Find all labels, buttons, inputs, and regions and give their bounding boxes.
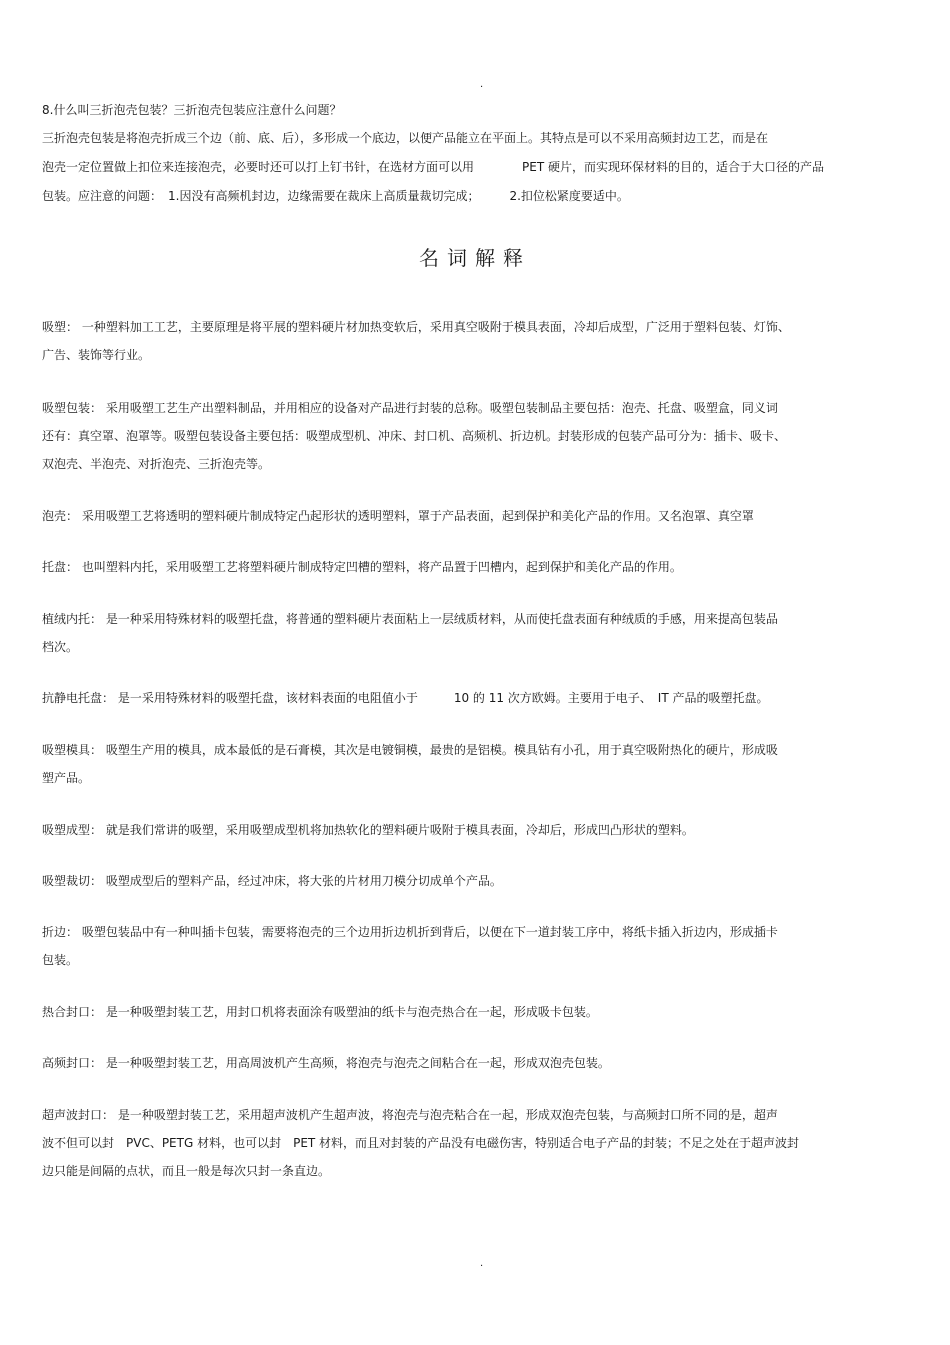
term-line: 热合封口： 是一种吸塑封装工艺，用封口机将表面涂有吸塑油的纸卡与泡壳热合在一起，形成吸卡包装。 [42,1005,598,1019]
answer-line: 包装。应注意的问题： 1.因没有高频机封边，边缘需要在裁床上高质量裁切完成； 2.扣位松紧度要适中。 [42,189,629,203]
answer-line: 泡壳一定位置做上扣位来连接泡壳，必要时还可以打上钉书针，在选材方面可以用 PET 硬片，而实现环保材料的目的，适合于大口径的产品 [42,160,824,174]
term-line: 还有：真空罩、泡罩等。吸塑包装设备主要包括：吸塑成型机、冲床、封口机、高频机、折边机。封装形成的包装产品可分为：插卡、吸卡、 [42,429,787,443]
term-line: 广告、装饰等行业。 [42,348,151,362]
answer-line: 三折泡壳包装是将泡壳折成三个边（前、底、后），多形成一个底边，以便产品能立在平面上。其特点是可以不采用高频封边工艺，而是在 [42,131,769,145]
term-line: 超声波封口： 是一种吸塑封装工艺，采用超声波机产生超声波，将泡壳与泡壳粘合在一起，形成双泡壳包装，与高频封口所不同的是，超声 [42,1108,778,1122]
term-line: 植绒内托： 是一种采用特殊材料的吸塑托盘，将普通的塑料硬片表面粘上一层绒质材料，从而使托盘表面有种绒质的手感，用来提高包装品 [42,612,778,626]
term-line: 吸塑成型： 就是我们常讲的吸塑，采用吸塑成型机将加热软化的塑料硬片吸附于模具表面，冷却后，形成凹凸形状的塑料。 [42,823,694,837]
term-line: 吸塑模具： 吸塑生产用的模具，成本最低的是石膏模，其次是电镀铜模，最贵的是铝模。模具钻有小孔，用于真空吸附热化的硬片，形成吸 [42,743,778,757]
term-line: 泡壳： 采用吸塑工艺将透明的塑料硬片制成特定凸起形状的透明塑料，罩于产品表面，起到保护和美化产品的作用。又名泡罩、真空罩 [42,509,754,523]
glossary-title: 名词解释 [419,246,531,270]
term-line: 折边： 吸塑包装品中有一种叫插卡包装，需要将泡壳的三个边用折边机折到背后，以便在下一道封装工序中，将纸卡插入折边内，形成插卡 [42,925,778,939]
term-line: 双泡壳、半泡壳、对折泡壳、三折泡壳等。 [42,457,271,471]
term-line: 吸塑包装： 采用吸塑工艺生产出塑料制品，并用相应的设备对产品进行封装的总称。吸塑包装制品主要包括：泡壳、托盘、吸塑盒，同义词 [42,401,778,415]
term-line: 抗静电托盘： 是一采用特殊材料的吸塑托盘，该材料表面的电阻值小于 10 的 11 次方欧姆。主要用于电子、 IT 产品的吸塑托盘。 [42,691,769,705]
term-line: 边只能是间隔的点状，而且一般是每次只封一条直边。 [42,1164,331,1178]
term-line: 托盘： 也叫塑料内托，采用吸塑工艺将塑料硬片制成特定凹槽的塑料，将产品置于凹槽内，起到保护和美化产品的作用。 [42,560,682,574]
term-line: 塑产品。 [42,771,91,785]
term-line: 波不但可以封 PVC、PETG 材料，也可以封 PET 材料，而且对封装的产品没有电磁伤害，特别适合电子产品的封装；不足之处在于超声波封 [42,1136,800,1150]
term-line: 包装。 [42,953,79,967]
term-line: 吸塑裁切： 吸塑成型后的塑料产品，经过冲床，将大张的片材用刀模分切成单个产品。 [42,874,502,888]
term-line: 高频封口： 是一种吸塑封装工艺，用高周波机产生高频，将泡壳与泡壳之间粘合在一起，形成双泡壳包装。 [42,1056,610,1070]
footer-mark: . [480,1258,484,1269]
question-heading: 8.什么叫三折泡壳包装？三折泡壳包装应注意什么问题？ [42,103,342,117]
term-line: 吸塑： 一种塑料加工工艺，主要原理是将平展的塑料硬片材加热变软后，采用真空吸附于模具表面，冷却后成型，广泛用于塑料包装、灯饰、 [42,320,790,334]
term-line: 档次。 [42,640,79,654]
header-mark: . [480,79,484,90]
